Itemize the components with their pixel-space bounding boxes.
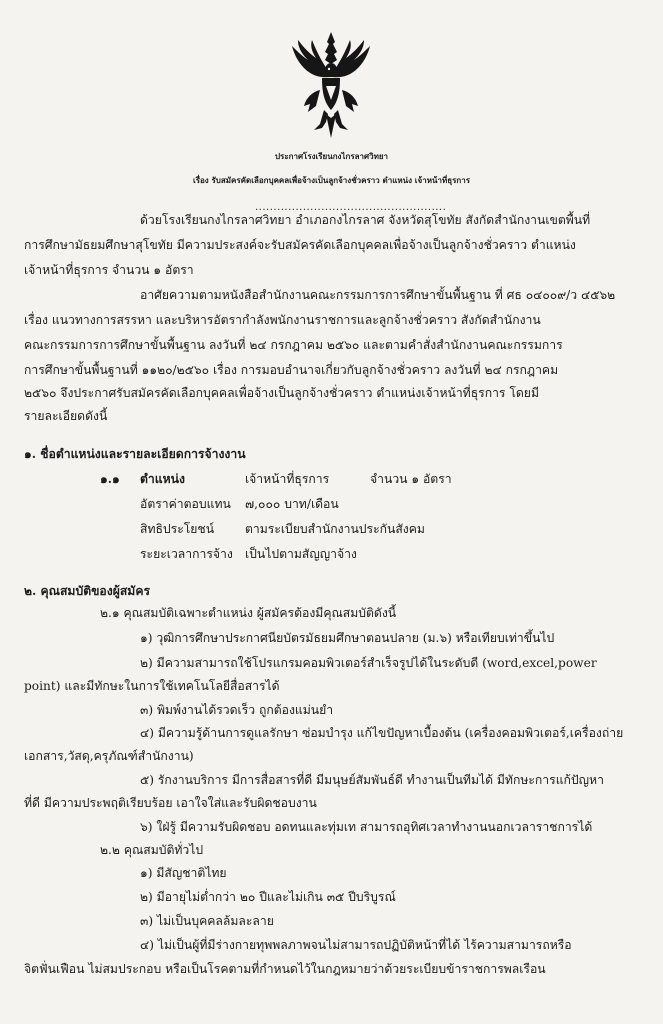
intro-p2-line2: เรื่อง แนวทางการสรรหา และบริหารอัตรากำลังพนักงานราชการและลูกจ้างชั่วคราว สังกัดสำนักงาน <box>24 313 541 327</box>
intro-p1-line1: ด้วยโรงเรียนกงไกรลาศวิทยา อำเภอกงไกรลาศ จังหวัดสุโขทัย สังกัดสำนักงานเขตพื้นที่ <box>140 213 591 227</box>
intro-p1-line2: การศึกษามัธยมศึกษาสุโขทัย มีความประสงค์จะรับสมัครคัดเลือกบุคคลเพื่อจ้างเป็นลูกจ้างชั่วคราว ตำแหน่ง <box>24 238 576 252</box>
garuda-emblem-icon <box>290 30 372 140</box>
qual-item-6: ๖) ใฝ่รู้ มีความรับผิดชอบ อดทนและทุ่มเท สามารถอุทิศเวลาทำงานนอกเวลาราชการได้ <box>140 820 593 834</box>
pay-value: ๗,๐๐๐ บาท/เดือน <box>245 497 339 511</box>
qual-item-4: ๔) มีความรู้ด้านการดูแลรักษา ซ่อมบำรุง แก้ไขปัญหาเบื้องต้น (เครื่องคอมพิวเตอร์,เครื่องถ่าย <box>140 726 624 740</box>
pay-label: อัตราค่าตอบแทน <box>140 497 231 511</box>
general-item-2: ๒) มีอายุไม่ต่ำกว่า ๒๐ ปีและไม่เกิน ๓๕ ปีบริบูรณ์ <box>140 890 396 904</box>
announcement-title: ประกาศโรงเรียนกงไกรลาศวิทยา <box>274 151 389 161</box>
section1-item-number: ๑.๑ <box>100 472 120 486</box>
period-label: ระยะเวลาการจ้าง <box>140 547 233 561</box>
general-item-3: ๓) ไม่เป็นบุคคลล้มละลาย <box>140 914 274 928</box>
qual-item-1: ๑) วุฒิการศึกษาประกาศนียบัตรมัธยมศึกษาตอนปลาย (ม.๖) หรือเทียบเท่าขึ้นไป <box>140 631 555 645</box>
intro-p1-line3: เจ้าหน้าที่ธุรการ จำนวน ๑ อัตรา <box>24 263 194 277</box>
general-item-4: ๔) ไม่เป็นผู้ที่มีร่างกายทุพพลภาพจนไม่สามารถปฏิบัติหน้าที่ได้ ไร้ความสามารถหรือ <box>140 938 572 952</box>
section2-sub1: ๒.๑ คุณสมบัติเฉพาะตำแหน่ง ผู้สมัครต้องมีคุณสมบัติดังนี้ <box>100 606 397 620</box>
position-label: ตำแหน่ง <box>140 472 185 486</box>
qual-item-4-cont: เอกสาร,วัสดุ,ครุภัณฑ์สำนักงาน) <box>24 749 194 763</box>
qual-item-5: ๕) รักงานบริการ มีการสื่อสารที่ดี มีมนุษย์สัมพันธ์ดี ทำงานเป็นทีมได้ มีทักษะการแก้ปัญหา <box>140 773 604 787</box>
section1-heading: ๑. ชื่อตำแหน่งและรายละเอียดการจ้างงาน <box>24 447 246 461</box>
intro-p2-line4: การศึกษาขั้นพื้นฐานที่ ๑๑๒๐/๒๕๖๐ เรื่อง การมอบอำนาจเกี่ยวกับลูกจ้างชั่วคราว ลงวันที่ ๒๔ กรกฎาคม <box>24 363 559 377</box>
position-count: จำนวน ๑ อัตรา <box>370 472 452 486</box>
section2-heading: ๒. คุณสมบัติของผู้สมัคร <box>24 584 151 598</box>
intro-p2-line6: รายละเอียดดังนี้ <box>24 409 108 423</box>
qual-item-2: ๒) มีความสามารถใช้โปรแกรมคอมพิวเตอร์สำเร็จรูปได้ในระดับดี (word,excel,power <box>140 656 597 670</box>
general-item-1: ๑) มีสัญชาติไทย <box>140 866 227 880</box>
position-value: เจ้าหน้าที่ธุรการ <box>245 472 330 486</box>
qual-item-5-cont: ที่ดี มีความประพฤติเรียบร้อย เอาใจใส่และรับผิดชอบงาน <box>24 796 317 810</box>
intro-p2-line5: ๒๕๖๐ จึงประกาศรับสมัครคัดเลือกบุคคลเพื่อจ้างเป็นลูกจ้างชั่วคราว ตำแหน่งเจ้าหน้าที่ธุรการ โดยมี <box>24 386 539 400</box>
benefit-value: ตามระเบียบสำนักงานประกันสังคม <box>245 522 425 536</box>
benefit-label: สิทธิประโยชน์ <box>140 522 215 536</box>
section2-sub2: ๒.๒ คุณสมบัติทั่วไป <box>100 843 204 857</box>
title-separator: .................................................... <box>255 202 447 213</box>
intro-p2-line3: คณะกรรมการการศึกษาขั้นพื้นฐาน ลงวันที่ ๒๔ กรกฎาคม ๒๕๖๐ และตามคำสั่งสำนักงานคณะกรรมการ <box>24 338 563 352</box>
announcement-subject: เรื่อง รับสมัครคัดเลือกบุคคลเพื่อจ้างเป็นลูกจ้างชั่วคราว ตำแหน่ง เจ้าหน้าที่ธุรการ <box>192 175 471 185</box>
general-item-4-cont: จิตฟั่นเฟือน ไม่สมประกอบ หรือเป็นโรคตามที่กำหนดไว้ในกฎหมายว่าด้วยระเบียบข้าราชการพลเรือน <box>24 962 546 976</box>
qual-item-2-cont: point) และมีทักษะในการใช้เทคโนโลยีสื่อสารได้ <box>24 679 280 693</box>
qual-item-3: ๓) พิมพ์งานได้รวดเร็ว ถูกต้องแม่นยำ <box>140 703 334 717</box>
intro-p2-line1: อาศัยความตามหนังสือสำนักงานคณะกรรมการการศึกษาขั้นพื้นฐาน ที่ ศธ ๐๔๐๐๙/ว ๔๕๖๒ <box>140 288 616 302</box>
period-value: เป็นไปตามสัญญาจ้าง <box>245 547 357 561</box>
